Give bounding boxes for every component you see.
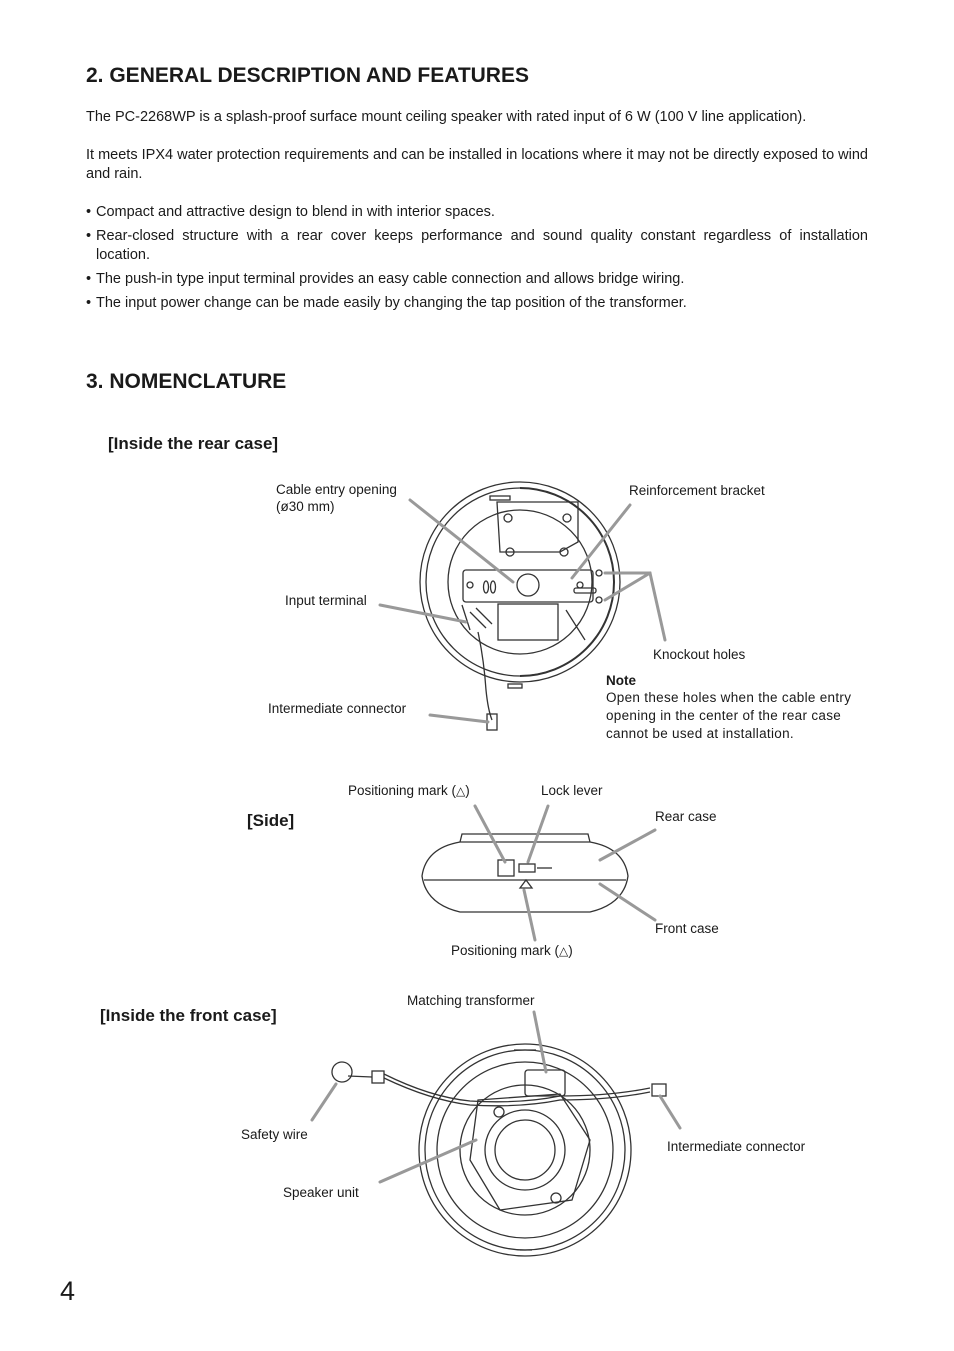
section-heading-general-description: 2. GENERAL DESCRIPTION AND FEATURES [86,64,529,87]
label-front-case: Front case [655,921,719,936]
section-heading-nomenclature: 3. NOMENCLATURE [86,370,287,393]
label-intermediate-connector-front: Intermediate connector [667,1139,806,1154]
rear-case-figure [420,482,620,730]
label-matching-transformer: Matching transformer [407,993,535,1008]
rear-case-title: [Inside the rear case] [108,434,279,453]
label-positioning-mark-top: Positioning mark (△) [348,783,470,798]
label-lock-lever: Lock lever [541,783,603,798]
feature-item: • The input power change can be made easily by changing the tap position of the transformer. [86,294,868,313]
note-text: Open these holes when the cable entry opening in the center of the rear case cannot be used at installation. [606,690,852,741]
label-rear-case: Rear case [655,809,717,824]
label-input-terminal: Input terminal [285,593,367,608]
side-title: [Side] [247,811,295,830]
front-case-figure [332,1044,666,1256]
description-paragraph-1: The PC-2268WP is a splash-proof surface mount ceiling speaker with rated input of 6 W (100 V line application). [86,109,807,125]
page-number: 4 [60,1276,76,1306]
feature-item: • Rear-closed structure with a rear cover keeps performance and sound quality constant regardless of installation location. [86,227,868,265]
label-speaker-unit: Speaker unit [283,1185,359,1200]
label-safety-wire: Safety wire [241,1127,308,1142]
front-case-title: [Inside the front case] [100,1006,277,1025]
label-cable-entry: Cable entry opening [276,482,397,497]
label-intermediate-connector-rear: Intermediate connector [268,701,407,716]
feature-item: • Compact and attractive design to blend in with interior spaces. [86,203,868,222]
label-cable-entry-size: (ø30 mm) [276,499,335,514]
triangle-mark-icon: △ [559,944,569,958]
label-knockout-holes: Knockout holes [653,647,746,662]
label-positioning-mark-bottom: Positioning mark (△) [451,943,573,958]
triangle-mark-icon: △ [456,784,466,798]
note-title: Note [606,673,636,688]
feature-item: • The push-in type input terminal provides an easy cable connection and allows bridge wiring. [86,270,868,289]
description-paragraph-2: It meets IPX4 water protection requirements and can be installed in locations where it may not be directly exposed to wind and rain. [86,147,868,182]
label-reinforcement-bracket: Reinforcement bracket [629,483,765,498]
